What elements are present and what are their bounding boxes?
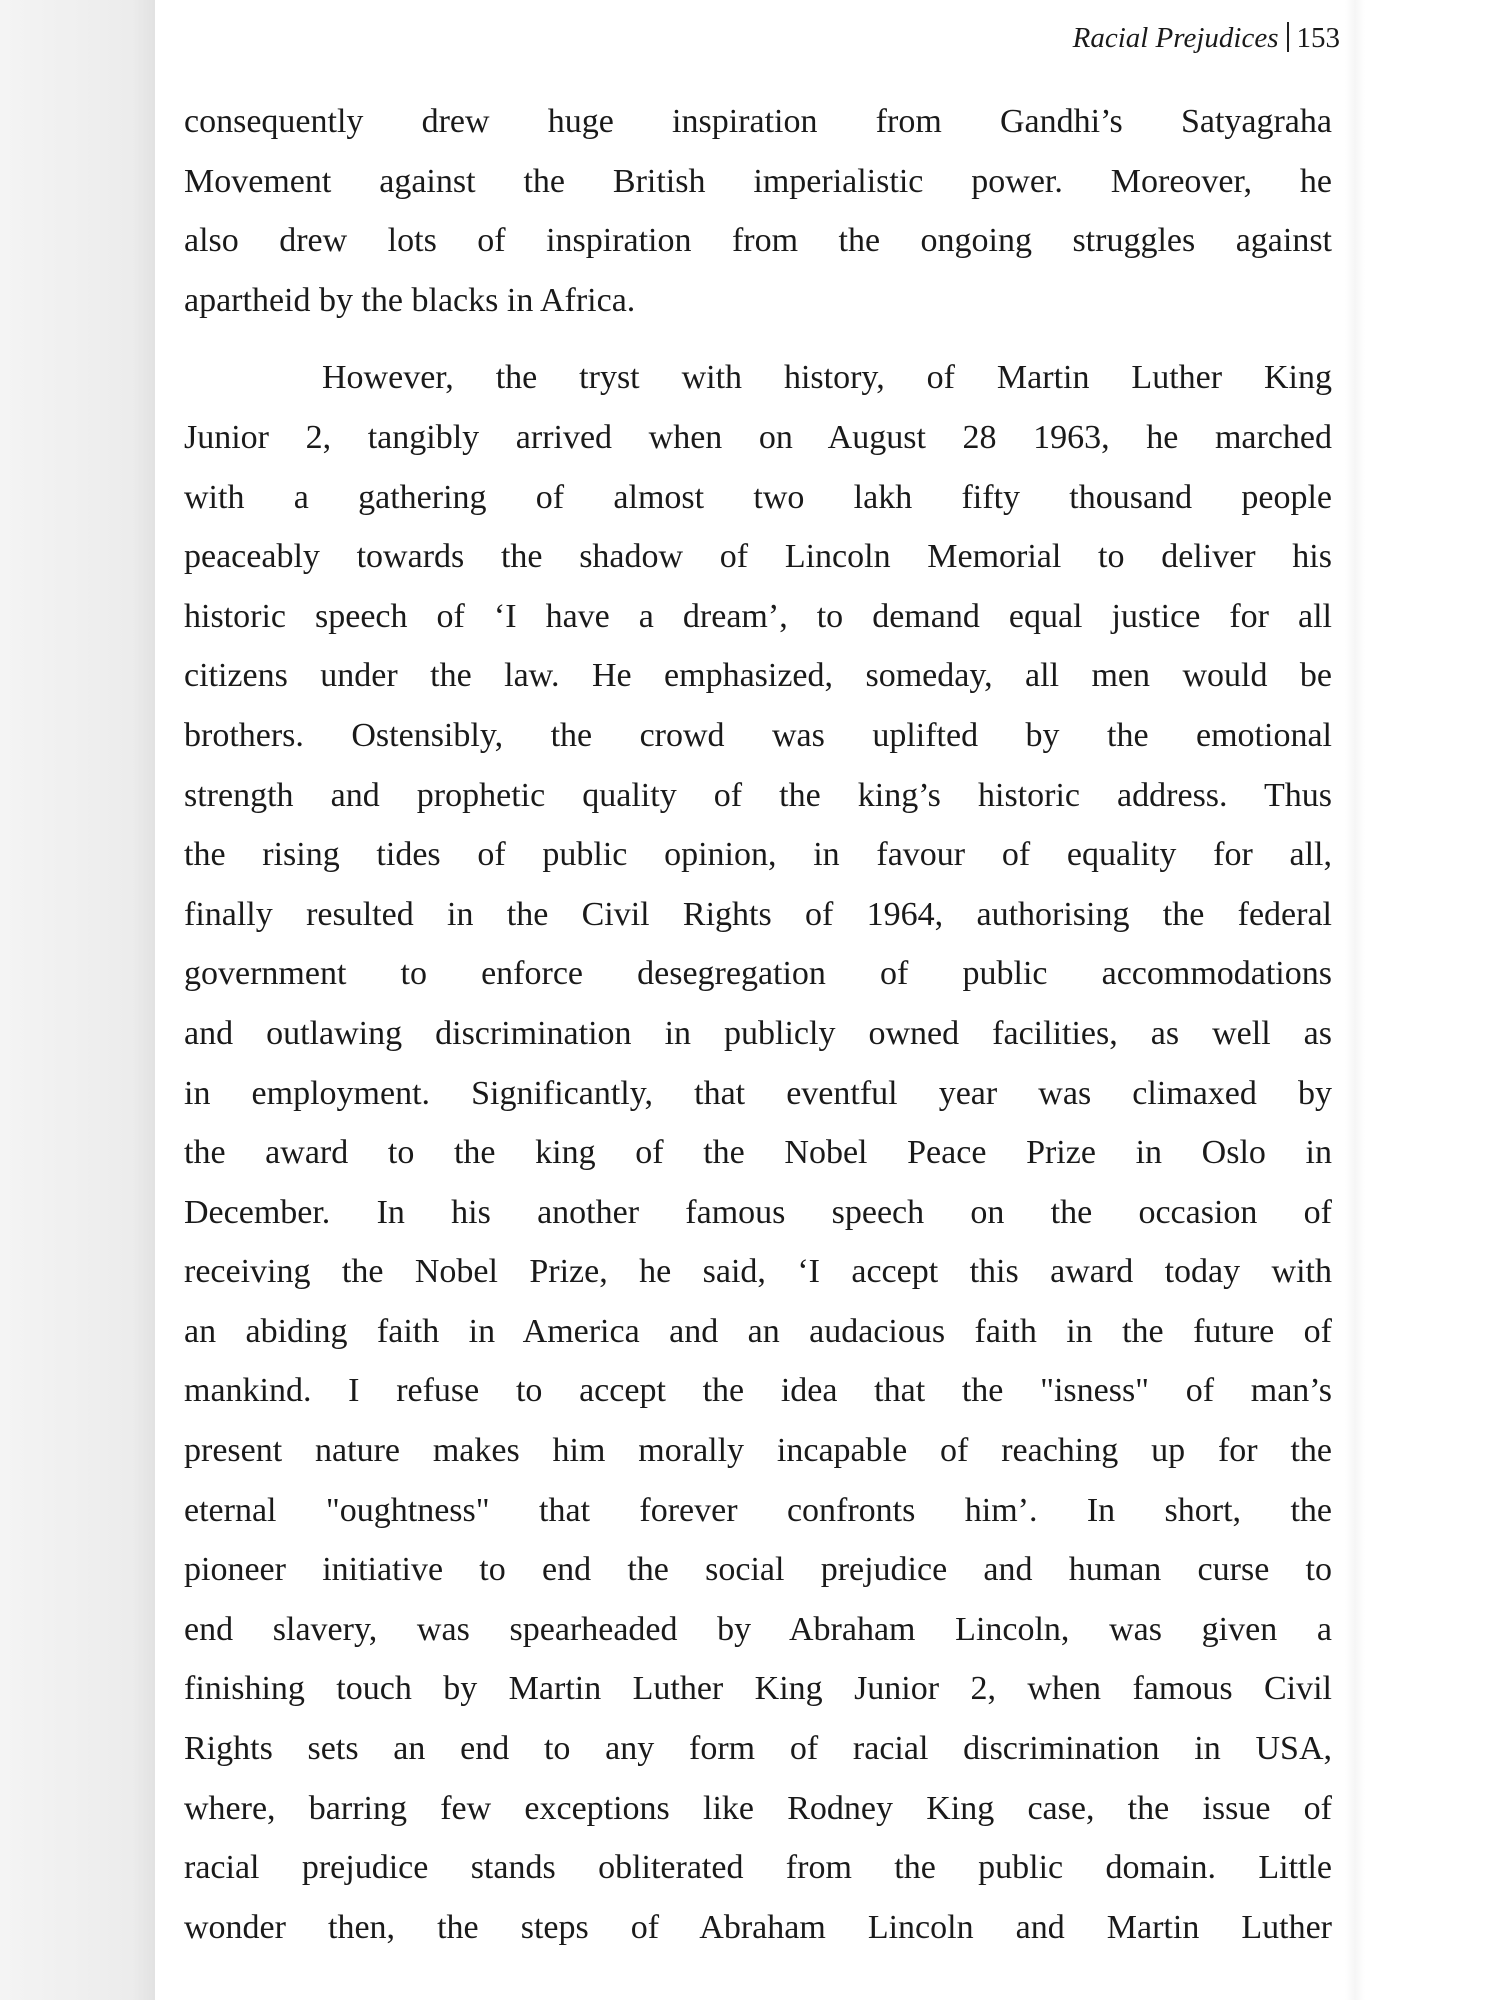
text-line: racial prejudice stands obliterated from the public domain. Little — [184, 1849, 1332, 1887]
text-line: brothers. Ostensibly, the crowd was uplifted by the emotional — [184, 716, 1332, 754]
text-line: December. In his another famous speech on the occasion of — [184, 1193, 1332, 1231]
text-line: wonder then, the steps of Abraham Lincoln and Martin Luther — [184, 1908, 1332, 1946]
text-line: the rising tides of public opinion, in favour of equality for all, — [184, 836, 1332, 874]
text-line: eternal "oughtness" that forever confronts him’. In short, the — [184, 1491, 1332, 1529]
book-gutter-shadow — [0, 0, 155, 2000]
text-line: apartheid by the blacks in Africa. — [184, 281, 636, 319]
text-line: in employment. Significantly, that eventful year was climaxed by — [184, 1074, 1332, 1112]
page-body — [184, 92, 1332, 1957]
text-line: finally resulted in the Civil Rights of 1964, authorising the federal — [184, 895, 1332, 933]
page-edge-shadow — [1345, 0, 1365, 2000]
text-line: finishing touch by Martin Luther King Junior 2, when famous Civil — [184, 1670, 1332, 1708]
text-line: Rights sets an end to any form of racial discrimination in USA, — [184, 1730, 1332, 1768]
header-separator — [1287, 22, 1289, 52]
text-line: an abiding faith in America and an audacious faith in the future of — [184, 1312, 1332, 1350]
text-line: with a gathering of almost two lakh fifty thousand people — [184, 478, 1332, 516]
text-line: strength and prophetic quality of the king’s historic address. Thus — [184, 776, 1332, 814]
text-line: present nature makes him morally incapable of reaching up for the — [184, 1432, 1332, 1470]
text-line: end slavery, was spearheaded by Abraham Lincoln, was given a — [184, 1610, 1332, 1648]
running-header — [1073, 22, 1340, 55]
text-line: the award to the king of the Nobel Peace Prize in Oslo in — [184, 1134, 1332, 1172]
text-line: and outlawing discrimination in publicly owned facilities, as well as — [184, 1014, 1332, 1052]
paragraph-2 — [184, 348, 1332, 1957]
text-line: peaceably towards the shadow of Lincoln Memorial to deliver his — [184, 538, 1332, 576]
text-line: also drew lots of inspiration from the ongoing struggles against — [184, 222, 1332, 260]
text-line: citizens under the law. He emphasized, someday, all men would be — [184, 657, 1332, 695]
text-line: pioneer initiative to end the social prejudice and human curse to — [184, 1551, 1332, 1589]
text-line: Movement against the British imperialistic power. Moreover, he — [184, 162, 1332, 200]
text-line: where, barring few exceptions like Rodney King case, the issue of — [184, 1789, 1332, 1827]
text-line: receiving the Nobel Prize, he said, ‘I accept this award today with — [184, 1253, 1332, 1291]
paragraph-1 — [184, 92, 1332, 330]
text-line: consequently drew huge inspiration from Gandhi’s Satyagraha — [184, 103, 1332, 140]
text-line: historic speech of ‘I have a dream’, to demand equal justice for all — [184, 597, 1332, 635]
running-title: Racial Prejudices — [1072, 22, 1279, 54]
page-number: 153 — [1296, 22, 1340, 54]
text-line: mankind. I refuse to accept the idea that the "isness" of man’s — [184, 1372, 1332, 1410]
text-line: government to enforce desegregation of public accommodations — [184, 955, 1332, 993]
text-line: Junior 2, tangibly arrived when on August 28 1963, he marched — [184, 418, 1332, 456]
text-line: However, the tryst with history, of Martin Luther King — [322, 359, 1332, 397]
